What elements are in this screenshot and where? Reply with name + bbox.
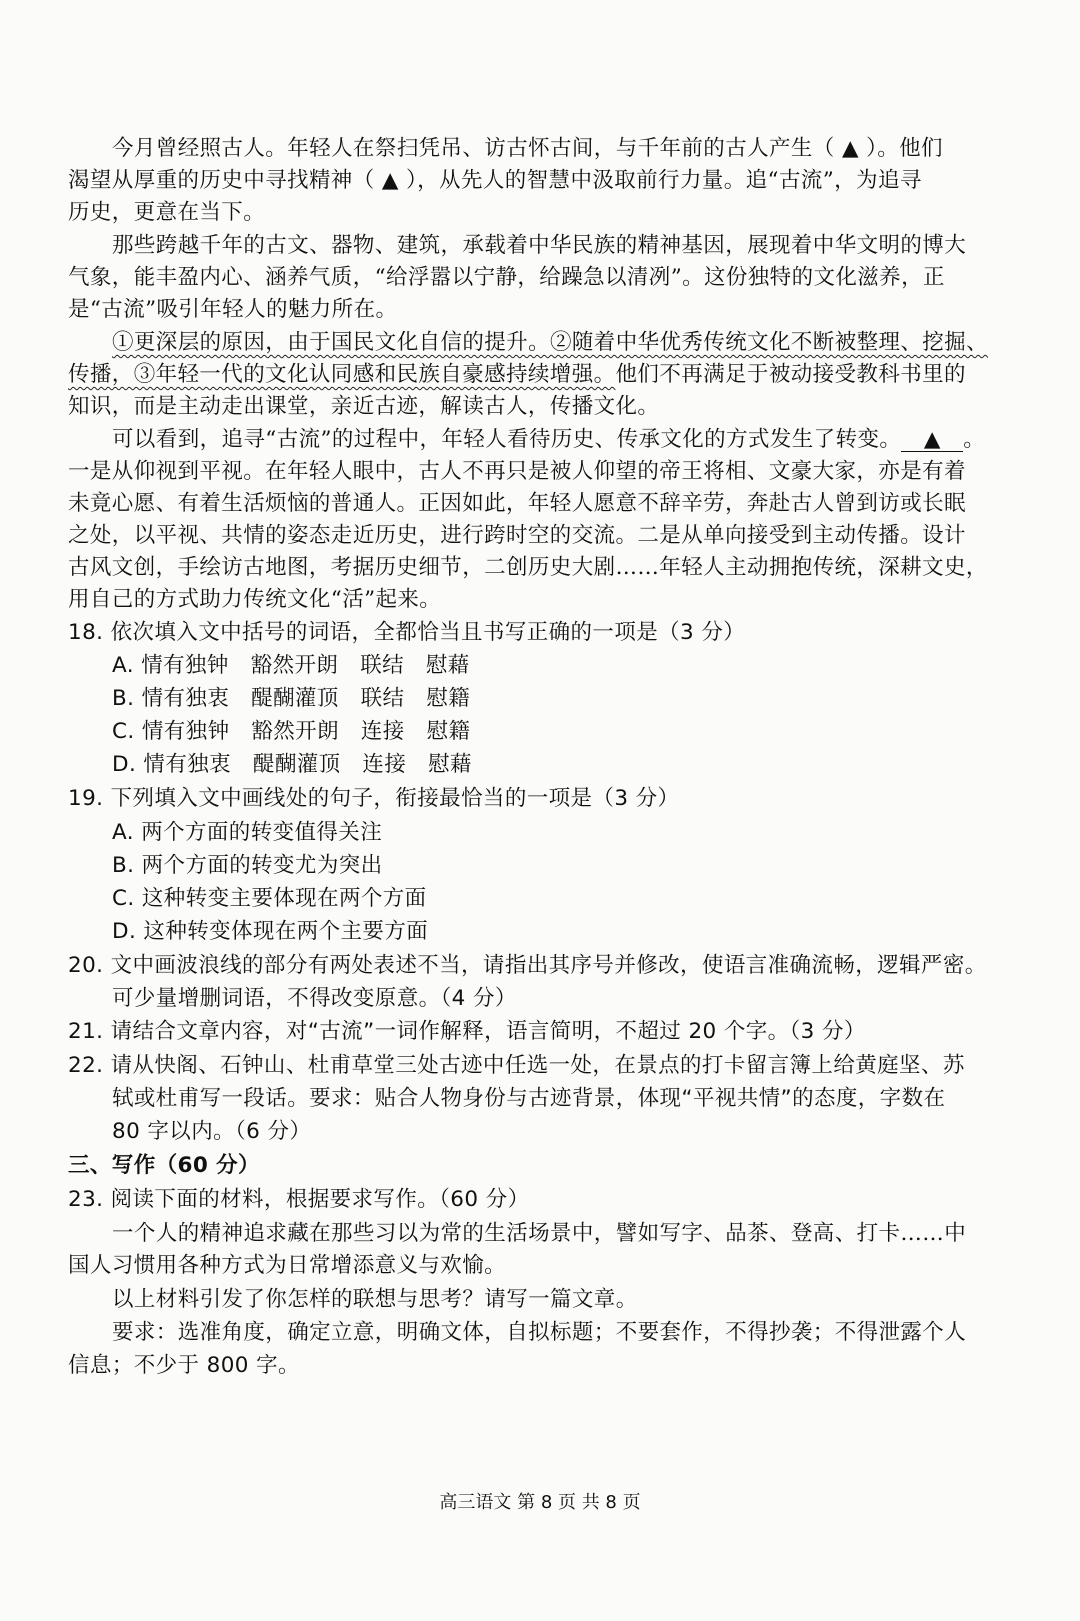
section-writing-heading: 三、写作（60 分）	[68, 1153, 260, 1178]
writing-requirements-line-1: 要求：选准角度，确定立意，明确文体，自拟标题；不要套作，不得抄袭；不得泄露个人	[112, 1320, 967, 1345]
passage-p3-rest: 他们不再满足于被动接受教科书里的	[615, 362, 966, 387]
wavy-underlined-text-1: ①更深层的原因，由于国民文化自信的提升。②随着中华优秀传统文化不断被整理、挖掘、	[112, 330, 989, 355]
passage-p3-line-1	[112, 328, 988, 360]
question-18-option-d: D. 情有独衷 醍醐灌顶 连接 慰藉	[112, 752, 472, 777]
wavy-underlined-text-2: 传播，③年轻一代的文化认同感和民族自豪感持续增强。	[68, 362, 616, 387]
question-18-option-b: B. 情有独衷 醍醐灌顶 联结 慰籍	[112, 686, 471, 711]
passage-p3-line-3: 知识，而是主动走出课堂，亲近古迹，解读古人，传播文化。	[68, 394, 660, 419]
passage-p4-line-1	[112, 425, 985, 457]
writing-requirements-line-2: 信息；不少于 800 字。	[68, 1353, 300, 1378]
passage-p2-line-2: 气象，能丰盈内心、涵养气质，“给浮嚣以宁静，给躁急以清冽”。这份独特的文化滋养，正	[68, 265, 945, 290]
passage-p2-line-1: 那些跨越千年的古文、器物、建筑，承载着中华民族的精神基因，展现着中华文明的博大	[112, 233, 967, 258]
writing-material-line-1: 一个人的精神追求藏在那些习以为常的生活场景中，譬如写字、品茶、登高、打卡……中	[112, 1221, 967, 1246]
question-23-stem: 23. 阅读下面的材料，根据要求写作。（60 分）	[68, 1187, 530, 1212]
passage-p1-line-2: 渴望从厚重的历史中寻找精神（ ▲ ），从先人的智慧中汲取前行力量。追“古流”，为追寻	[68, 168, 922, 193]
question-22-line-3: 80 字以内。（6 分）	[112, 1119, 312, 1144]
question-18-option-a: A. 情有独钟 豁然开朗 联结 慰藉	[112, 653, 470, 678]
passage-p4-line-2: 一是从仰视到平视。在年轻人眼中，古人不再只是被人仰望的帝王将相、文豪大家，亦是有着	[68, 459, 966, 484]
question-19-stem: 19. 下列填入文中画线处的句子，衔接最恰当的一项是（3 分）	[68, 786, 680, 811]
passage-p4-line-6: 用自己的方式助力传统文化“活”起来。	[68, 587, 442, 612]
passage-p1-line-3: 历史，更意在当下。	[68, 200, 266, 225]
question-19-option-b: B. 两个方面的转变尤为突出	[112, 853, 383, 878]
fill-blank-line: ▲	[901, 429, 963, 452]
writing-prompt: 以上材料引发了你怎样的联想与思考？请写一篇文章。	[112, 1287, 638, 1312]
question-22-line-1: 22. 请从快阁、石钟山、杜甫草堂三处古迹中任选一处，在景点的打卡留言簿上给黄庭坚、苏	[68, 1053, 965, 1078]
question-19-option-d: D. 这种转变体现在两个主要方面	[112, 919, 429, 944]
passage-p4-first-end: 。	[963, 427, 986, 452]
question-19-option-a: A. 两个方面的转变值得关注	[112, 820, 383, 845]
passage-p4-line-3: 未竟心愿、有着生活烦恼的普通人。正因如此，年轻人愿意不辞辛劳，奔赴古人曾到访或长眠	[68, 491, 966, 516]
passage-p4-first: 可以看到，追寻“古流”的过程中，年轻人看待历史、传承文化的方式发生了转变。	[112, 427, 902, 452]
question-22-line-2: 轼或杜甫写一段话。要求：贴合人物身份与古迹背景，体现“平视共情”的态度，字数在	[112, 1086, 946, 1111]
passage-p1-line-1: 今月曾经照古人。年轻人在祭扫凭吊、访古怀古间，与千年前的古人产生（ ▲ ）。他们	[112, 136, 943, 161]
passage-p2-line-3: 是“古流”吸引年轻人的魅力所在。	[68, 297, 398, 322]
passage-p4-line-4: 之处，以平视、共情的姿态走近历史，进行跨时空的交流。二是从单向接受到主动传播。设计	[68, 523, 966, 548]
question-18-option-c: C. 情有独钟 豁然开朗 连接 慰籍	[112, 719, 471, 744]
question-20-line-2: 可少量增删词语，不得改变原意。（4 分）	[112, 986, 517, 1011]
question-18-stem: 18. 依次填入文中括号的词语，全都恰当且书写正确的一项是（3 分）	[68, 620, 746, 645]
passage-p3-line-2	[68, 360, 966, 392]
writing-material-line-2: 国人习惯用各种方式为日常增添意义与欢愉。	[68, 1253, 507, 1278]
question-20-line-1: 20. 文中画波浪线的部分有两处表述不当，请指出其序号并修改，使语言准确流畅，逻辑严密。	[68, 953, 987, 978]
question-19-option-c: C. 这种转变主要体现在两个方面	[112, 886, 427, 911]
question-21: 21. 请结合文章内容，对“古流”一词作解释，语言简明，不超过 20 个字。（3 分）	[68, 1019, 866, 1044]
page-footer: 高三语文 第 8 页 共 8 页	[439, 1492, 641, 1513]
passage-p4-line-5: 古风文创，手绘访古地图，考据历史细节，二创历史大剧……年轻人主动拥抱传统，深耕文史，	[68, 555, 988, 580]
